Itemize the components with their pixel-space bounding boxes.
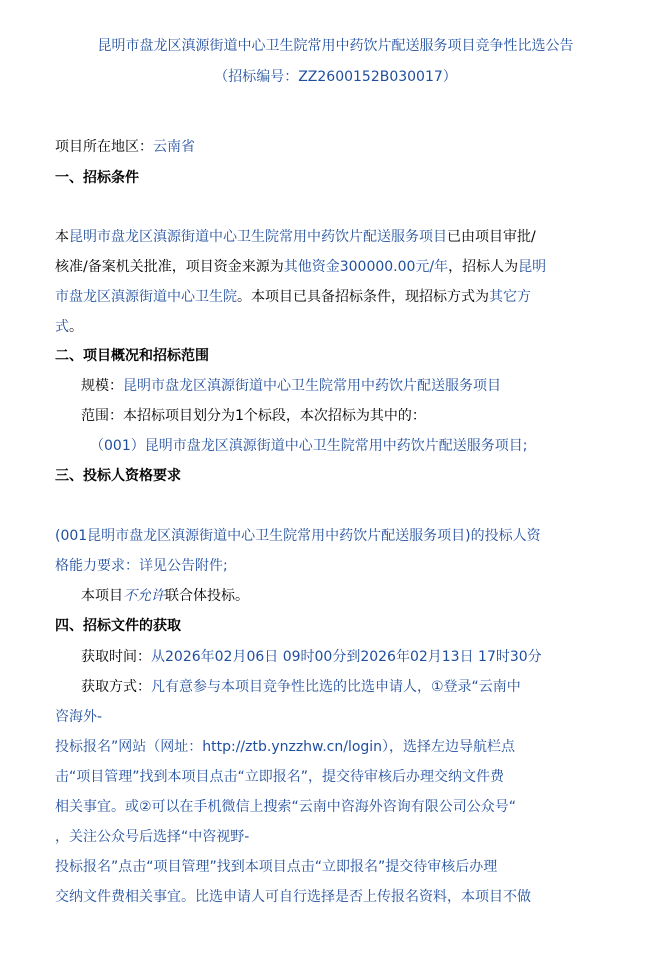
- method-text: 凡有意参与本项目竞争性比选的比选申请人，①登录“云南中: [151, 679, 521, 695]
- sec1-text: 本: [55, 229, 69, 245]
- consortium-text: 本项目: [81, 588, 123, 604]
- consortium-value: 不允许: [123, 588, 165, 604]
- method-label: 获取方式：: [81, 679, 151, 695]
- section-3-heading: 三、投标人资格要求: [55, 468, 181, 484]
- sec1-para-line-2: [55, 258, 615, 276]
- qualification-line-2: 格能力要求：详见公告附件;: [55, 558, 228, 574]
- region-line: [55, 138, 615, 156]
- tenderer-name: 昆明: [518, 259, 547, 275]
- sec1-para-line-1: [55, 228, 615, 246]
- time-line: [81, 648, 641, 666]
- lot-line: （001）昆明市盘龙区滇源街道中心卫生院常用中药饮片配送服务项目;: [90, 438, 528, 454]
- tender-method: 其它方: [489, 289, 531, 305]
- sec1-text: 。: [69, 319, 83, 335]
- region-value: 云南省: [153, 139, 195, 155]
- sec1-text: ，招标人为: [448, 259, 519, 275]
- sec1-text: 已由项目审批/: [447, 229, 536, 245]
- section-1-heading: 一、招标条件: [55, 170, 139, 186]
- method-line-1: [81, 678, 641, 696]
- tender-code: （招标编号：ZZ2600152B030017）: [214, 69, 457, 85]
- method-line-8: 交纳文件费相关事宜。比选申请人可自行选择是否上传报名资料，本项目不做: [55, 889, 531, 905]
- method-line-6: ，关注公众号后选择“中咨视野-: [55, 829, 250, 845]
- project-name: 昆明市盘龙区滇源街道中心卫生院常用中药饮片配送服务项目: [69, 229, 447, 245]
- method-line-5: 相关事宜。或②可以在手机微信上搜索“云南中咨海外咨询有限公司公众号“: [55, 799, 517, 815]
- scale-line: [81, 377, 641, 395]
- consortium-text: 联合体投标。: [165, 588, 249, 604]
- fund-source: 其他资金300000.00元/年: [283, 259, 449, 275]
- sec1-text: 。本项目已具备招标条件，现招标方式为: [237, 289, 489, 305]
- page-title: 昆明市盘龙区滇源街道中心卫生院常用中药饮片配送服务项目竞争性比选公告: [97, 38, 574, 54]
- time-value: 从2026年02月06日 09时00分到2026年02月13日 17时30分: [151, 649, 542, 665]
- method-line-7: 投标报名”点击“项目管理”找到本项目点击“立即报名”提交待审核后办理: [55, 859, 498, 875]
- scale-value: 昆明市盘龙区滇源街道中心卫生院常用中药饮片配送服务项目: [123, 378, 501, 394]
- time-label: 获取时间：: [81, 649, 151, 665]
- qualification-line-1: (001昆明市盘龙区滇源街道中心卫生院常用中药饮片配送服务项目)的投标人资: [55, 528, 541, 544]
- consortium-line: [81, 587, 641, 605]
- region-label: 项目所在地区：: [55, 139, 153, 155]
- sec1-text: 核准/备案机关批准，项目资金来源为: [55, 259, 284, 275]
- sec1-para-line-4: [55, 318, 615, 336]
- tenderer-name: 市盘龙区滇源街道中心卫生院: [55, 289, 237, 305]
- section-4-heading: 四、招标文件的获取: [55, 618, 181, 634]
- sec1-para-line-3: [55, 288, 615, 306]
- tender-method: 式: [55, 319, 69, 335]
- scale-label: 规模：: [81, 378, 123, 394]
- range-line: 范围：本招标项目划分为1个标段，本次招标为其中的：: [81, 408, 426, 424]
- method-line-3: 投标报名”网站（网址：http://ztb.ynzzhw.cn/login），选择左边导航栏点: [55, 739, 516, 755]
- section-2-heading: 二、项目概况和招标范围: [55, 348, 209, 364]
- method-line-2: 咨海外-: [55, 709, 103, 725]
- method-line-4: 击“项目管理”找到本项目点击“立即报名”，提交待审核后办理交纳文件费: [55, 769, 505, 785]
